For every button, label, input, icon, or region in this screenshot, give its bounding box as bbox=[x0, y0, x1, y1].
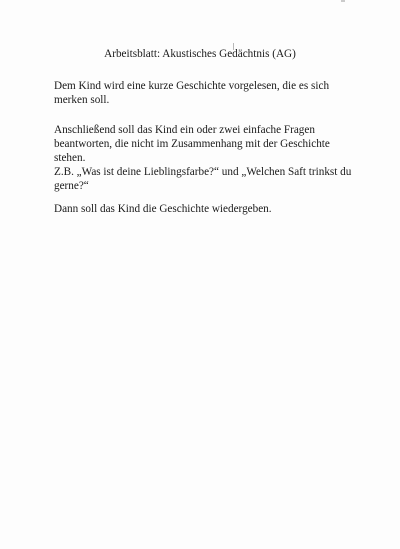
paragraph-questions bbox=[54, 123, 369, 193]
text-line: beantworten, die nicht im Zusammenhang mit der Geschichte bbox=[54, 138, 330, 150]
text-line: Dann soll das Kind die Geschichte wiedergeben. bbox=[54, 203, 272, 215]
text-line: Dem Kind wird eine kurze Geschichte vorgelesen, die es sich bbox=[54, 80, 330, 92]
paragraph-instruction bbox=[54, 79, 369, 107]
text-line: gerne?“ bbox=[54, 180, 89, 192]
worksheet-title: Arbeitsblatt: Akustisches Gedächtnis (AG) bbox=[104, 48, 296, 60]
text-line: stehen. bbox=[54, 152, 86, 164]
paragraph-retelling bbox=[54, 202, 369, 216]
text-line: Anschließend soll das Kind ein oder zwei einfache Fragen bbox=[54, 124, 315, 136]
scan-artifact bbox=[341, 0, 345, 2]
text-line: Z.B. „Was ist deine Lieblingsfarbe?“ und „Welchen Saft trinkst du bbox=[54, 166, 352, 178]
text-line: merken soll. bbox=[54, 94, 110, 106]
